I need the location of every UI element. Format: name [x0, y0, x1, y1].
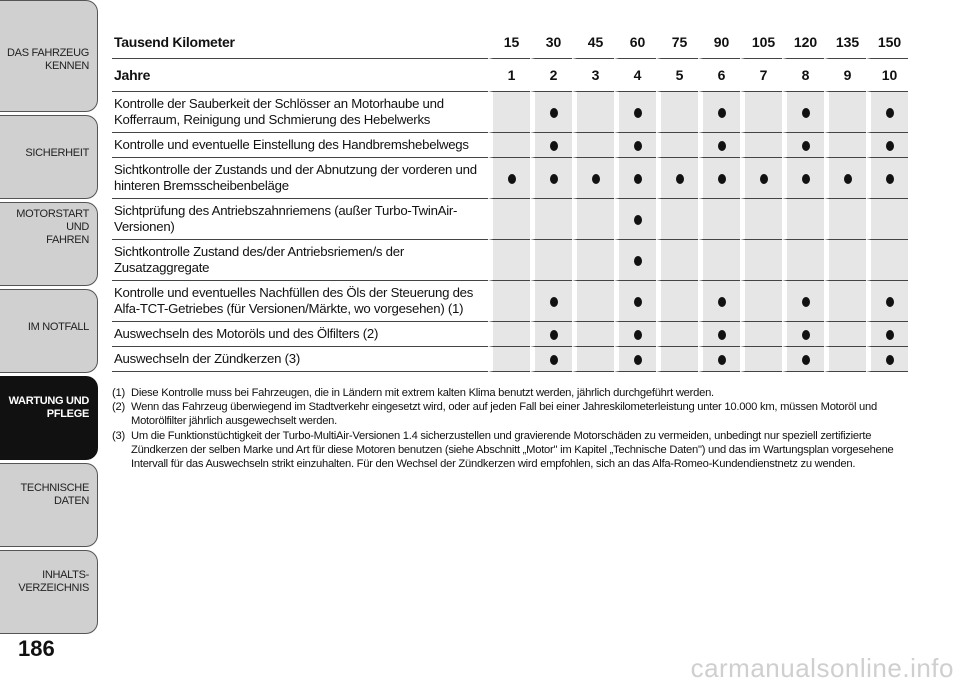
footnote [112, 429, 912, 472]
bullet-icon [718, 355, 726, 365]
table-row [112, 240, 908, 281]
bullet-icon [886, 330, 894, 340]
interval-cell [488, 199, 530, 240]
km-value: 90 [698, 26, 740, 59]
interval-cell [488, 133, 530, 158]
header-row-km [112, 26, 908, 59]
tab-sicherheit[interactable] [0, 115, 98, 199]
footnote-text: Um die Funktionstüchtigkeit der Turbo-MultiAir-Versionen 1.4 sicherzustellen und gravierende Motorschäden zu vermeiden, unbedingt nur speziell zertifizierte Zündkerzen der selben Marke und Art für diese Motoren benutzen (siehe Abschnitt „Motor" im Kapitel „Technische Daten") und das im Wartungsplan vorgesehene Intervall für das Auswechseln strikt einzuhalten. Für den Wechsel der Zündkerzen wird empfohlen, sich an das Alfa-Romeo-Kundendienstnetz zu wenden. [131, 429, 894, 471]
km-value: 30 [530, 26, 572, 59]
interval-cell [530, 281, 572, 322]
task-description: Kontrolle und eventuelle Einstellung des Handbremshebelwegs [112, 133, 488, 158]
tab-inhaltsverzeichnis[interactable] [0, 550, 98, 634]
interval-cell [782, 281, 824, 322]
interval-cell [572, 92, 614, 133]
bullet-icon [634, 215, 642, 225]
year-value: 1 [488, 59, 530, 92]
bullet-icon [802, 355, 810, 365]
interval-cell [866, 281, 908, 322]
bullet-icon [886, 141, 894, 151]
interval-cell [866, 322, 908, 347]
interval-cell [782, 199, 824, 240]
year-value: 10 [866, 59, 908, 92]
interval-cell [614, 281, 656, 322]
interval-cell [488, 347, 530, 372]
table-row [112, 158, 908, 199]
tab-label: WARTUNG UND PFLEGE [8, 395, 89, 420]
bullet-icon [886, 174, 894, 184]
interval-cell [698, 158, 740, 199]
bullet-icon [718, 297, 726, 307]
interval-cell [530, 347, 572, 372]
tab-label: MOTORSTART UND FAHREN [16, 208, 89, 246]
task-description: Sichtkontrolle Zustand des/der Antriebsriemen/s der Zusatzaggregate [112, 240, 488, 281]
interval-cell [656, 199, 698, 240]
table-row [112, 92, 908, 133]
interval-cell [614, 240, 656, 281]
maintenance-table [112, 26, 908, 372]
interval-cell [698, 199, 740, 240]
interval-cell [866, 240, 908, 281]
footnotes [112, 386, 912, 471]
km-value: 45 [572, 26, 614, 59]
interval-cell [614, 158, 656, 199]
km-value: 60 [614, 26, 656, 59]
interval-cell [656, 322, 698, 347]
interval-cell [782, 92, 824, 133]
header-row-years [112, 59, 908, 92]
year-value: 2 [530, 59, 572, 92]
tab-motorstart-und-fahren[interactable] [0, 202, 98, 286]
interval-cell [698, 322, 740, 347]
bullet-icon [634, 174, 642, 184]
interval-cell [530, 133, 572, 158]
interval-cell [740, 133, 782, 158]
interval-cell [740, 92, 782, 133]
bullet-icon [550, 297, 558, 307]
bullet-icon [802, 108, 810, 118]
interval-cell [824, 240, 866, 281]
interval-cell [488, 281, 530, 322]
interval-cell [740, 199, 782, 240]
tab-wartung-und-pflege[interactable] [0, 376, 98, 460]
bullet-icon [550, 141, 558, 151]
interval-cell [782, 240, 824, 281]
bullet-icon [550, 355, 558, 365]
tab-label: DAS FAHRZEUG KENNEN [7, 47, 89, 72]
interval-cell [614, 92, 656, 133]
interval-cell [656, 347, 698, 372]
interval-cell [656, 133, 698, 158]
bullet-icon [760, 174, 768, 184]
km-value: 105 [740, 26, 782, 59]
bullet-icon [802, 174, 810, 184]
interval-cell [782, 322, 824, 347]
year-value: 6 [698, 59, 740, 92]
year-value: 9 [824, 59, 866, 92]
bullet-icon [676, 174, 684, 184]
table-row [112, 322, 908, 347]
interval-cell [488, 92, 530, 133]
interval-cell [698, 347, 740, 372]
interval-cell [530, 199, 572, 240]
bullet-icon [550, 108, 558, 118]
tab-label: INHALTS- VERZEICHNIS [18, 569, 89, 594]
year-value: 5 [656, 59, 698, 92]
task-description: Auswechseln des Motoröls und des Ölfilters (2) [112, 322, 488, 347]
table-row [112, 347, 908, 372]
task-description: Auswechseln der Zündkerzen (3) [112, 347, 488, 372]
interval-cell [530, 158, 572, 199]
bullet-icon [634, 330, 642, 340]
interval-cell [740, 158, 782, 199]
km-value: 150 [866, 26, 908, 59]
tab-label: TECHNISCHE DATEN [20, 482, 89, 507]
interval-cell [824, 133, 866, 158]
bullet-icon [550, 330, 558, 340]
interval-cell [824, 158, 866, 199]
interval-cell [614, 347, 656, 372]
bullet-icon [508, 174, 516, 184]
footnote-number: (3) [112, 429, 125, 442]
interval-cell [782, 347, 824, 372]
interval-cell [530, 92, 572, 133]
tab-technische-daten[interactable] [0, 463, 98, 547]
bullet-icon [844, 174, 852, 184]
table-row [112, 133, 908, 158]
footnote-text: Diese Kontrolle muss bei Fahrzeugen, die in Ländern mit extrem kalten Klima benutzt werden, jährlich durchgeführt werden. [131, 387, 714, 399]
tab-label: SICHERHEIT [25, 147, 89, 159]
footnote [112, 400, 912, 428]
footnote-text: Wenn das Fahrzeug überwiegend im Stadtverkehr eingesetzt wird, oder auf jeden Fall bei einer Jahreskilometerleistung unter 10.000 km, müssen Motoröl und Motorölfilter jährlich ausgewechselt werden. [131, 401, 877, 428]
bullet-icon [718, 330, 726, 340]
interval-cell [572, 322, 614, 347]
interval-cell [572, 240, 614, 281]
year-value: 7 [740, 59, 782, 92]
interval-cell [614, 199, 656, 240]
bullet-icon [634, 355, 642, 365]
interval-cell [824, 347, 866, 372]
bullet-icon [886, 297, 894, 307]
interval-cell [740, 281, 782, 322]
interval-cell [488, 240, 530, 281]
bullet-icon [592, 174, 600, 184]
bullet-icon [802, 141, 810, 151]
interval-cell [824, 322, 866, 347]
interval-cell [488, 158, 530, 199]
footnote [112, 386, 912, 400]
table-row [112, 281, 908, 322]
bullet-icon [634, 256, 642, 266]
interval-cell [572, 199, 614, 240]
interval-cell [572, 133, 614, 158]
km-value: 135 [824, 26, 866, 59]
interval-cell [740, 240, 782, 281]
year-value: 4 [614, 59, 656, 92]
year-value: 3 [572, 59, 614, 92]
bullet-icon [886, 108, 894, 118]
interval-cell [656, 240, 698, 281]
interval-cell [824, 92, 866, 133]
bullet-icon [634, 141, 642, 151]
bullet-icon [802, 330, 810, 340]
interval-cell [698, 240, 740, 281]
interval-cell [698, 281, 740, 322]
tab-das-fahrzeug-kennen[interactable] [0, 0, 98, 112]
interval-cell [656, 158, 698, 199]
interval-cell [614, 322, 656, 347]
interval-cell [866, 92, 908, 133]
year-value: 8 [782, 59, 824, 92]
interval-cell [698, 133, 740, 158]
interval-cell [572, 347, 614, 372]
interval-cell [782, 133, 824, 158]
task-description: Kontrolle und eventuelles Nachfüllen des Öls der Steuerung des Alfa-TCT-Getriebes (für Versionen/Märkte, wo vorgesehen) (1) [112, 281, 488, 322]
interval-cell [866, 158, 908, 199]
watermark: carmanualsonline.info [690, 653, 954, 683]
bullet-icon [718, 141, 726, 151]
km-label: Tausend Kilometer [112, 26, 488, 59]
interval-cell [866, 199, 908, 240]
interval-cell [782, 158, 824, 199]
task-description: Sichtkontrolle der Zustands und der Abnutzung der vorderen und hinteren Bremsscheibenbeläge [112, 158, 488, 199]
task-description: Sichtprüfung des Antriebszahnriemens (außer Turbo-TwinAir- Versionen) [112, 199, 488, 240]
interval-cell [656, 281, 698, 322]
bullet-icon [634, 297, 642, 307]
tab-im-notfall[interactable] [0, 289, 98, 373]
bullet-icon [802, 297, 810, 307]
interval-cell [572, 281, 614, 322]
interval-cell [614, 133, 656, 158]
interval-cell [740, 322, 782, 347]
interval-cell [866, 133, 908, 158]
interval-cell [824, 199, 866, 240]
footnote-number: (2) [112, 401, 125, 414]
table-row [112, 199, 908, 240]
interval-cell [530, 240, 572, 281]
interval-cell [572, 158, 614, 199]
interval-cell [656, 92, 698, 133]
bullet-icon [550, 174, 558, 184]
interval-cell [698, 92, 740, 133]
interval-cell [488, 322, 530, 347]
km-value: 120 [782, 26, 824, 59]
years-label: Jahre [112, 59, 488, 92]
interval-cell [740, 347, 782, 372]
footnote-number: (1) [112, 387, 125, 399]
bullet-icon [634, 108, 642, 118]
interval-cell [530, 322, 572, 347]
tab-label: IM NOTFALL [27, 321, 89, 333]
bullet-icon [718, 174, 726, 184]
km-value: 15 [488, 26, 530, 59]
km-value: 75 [656, 26, 698, 59]
interval-cell [824, 281, 866, 322]
bullet-icon [718, 108, 726, 118]
task-description: Kontrolle der Sauberkeit der Schlösser an Motorhaube und Kofferraum, Reinigung und Schmierung des Hebelwerks [112, 92, 488, 133]
interval-cell [866, 347, 908, 372]
page-number: 186 [18, 636, 55, 661]
bullet-icon [886, 355, 894, 365]
